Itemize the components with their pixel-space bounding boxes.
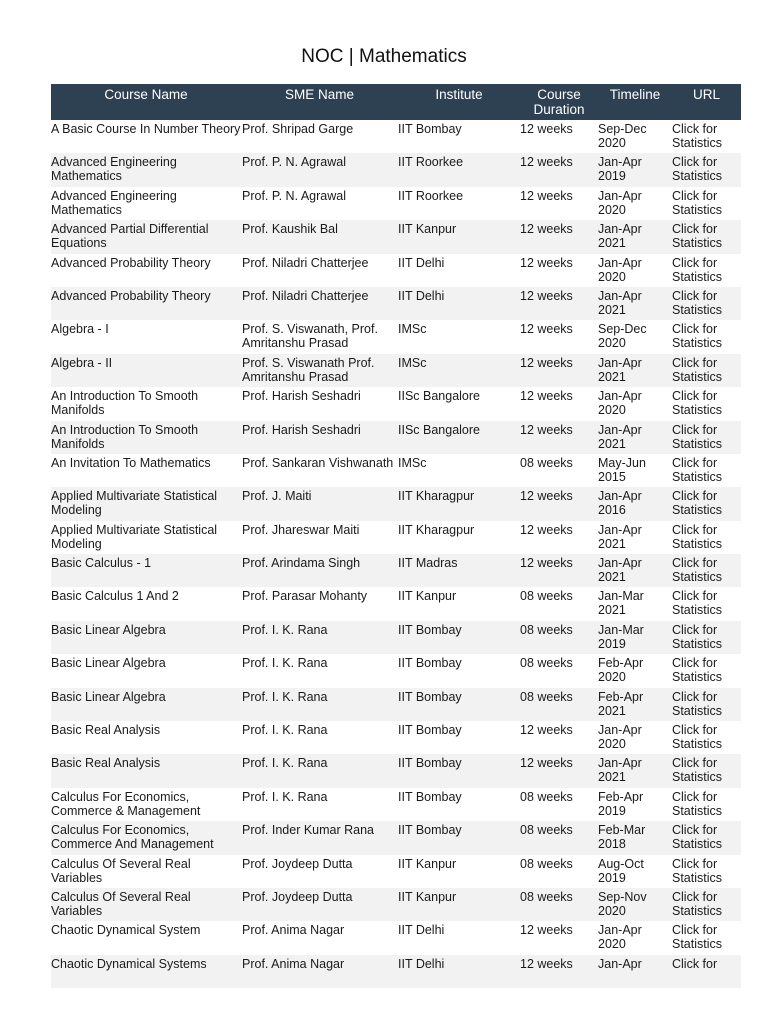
timeline-cell: Jan-Mar 2021 bbox=[598, 589, 644, 618]
duration-cell: 12 weeks bbox=[520, 923, 573, 938]
table-row bbox=[51, 153, 741, 186]
course-table bbox=[51, 84, 741, 988]
institute-cell: IIT Bombay bbox=[398, 689, 462, 704]
course-name-cell: Calculus Of Several Real Variables bbox=[51, 889, 191, 918]
sme-name-cell: Prof. J. Maiti bbox=[242, 489, 312, 504]
statistics-link[interactable] bbox=[672, 320, 741, 353]
duration-cell: 08 weeks bbox=[520, 622, 573, 637]
sme-name-cell: Prof. P. N. Agrawal bbox=[242, 188, 346, 203]
statistics-link-text[interactable]: Click for Statistics bbox=[672, 322, 723, 351]
institute-cell: IISc Bangalore bbox=[398, 389, 480, 404]
table-row bbox=[51, 654, 741, 687]
institute-cell: IIT Kanpur bbox=[398, 222, 457, 237]
timeline-cell: Jan-Apr 2016 bbox=[598, 489, 642, 518]
course-name-cell: Calculus Of Several Real Variables bbox=[51, 856, 191, 885]
institute-cell: IIT Roorkee bbox=[398, 188, 464, 203]
table-row bbox=[51, 354, 741, 387]
sme-name-cell: Prof. I. K. Rana bbox=[242, 622, 328, 637]
sme-name-cell: Prof. I. K. Rana bbox=[242, 723, 328, 738]
table-row bbox=[51, 387, 741, 420]
table-row bbox=[51, 788, 741, 821]
statistics-link[interactable] bbox=[672, 788, 741, 821]
sme-name-cell: Prof. Harish Seshadri bbox=[242, 422, 361, 437]
table-row bbox=[51, 955, 741, 988]
statistics-link-text[interactable]: Click for Statistics bbox=[672, 389, 723, 418]
timeline-cell: Jan-Apr 2020 bbox=[598, 188, 642, 217]
sme-name-cell: Prof. Arindama Singh bbox=[242, 556, 361, 571]
duration-cell: 12 weeks bbox=[520, 489, 573, 504]
duration-cell: 12 weeks bbox=[520, 188, 573, 203]
sme-name-cell: Prof. Niladri Chatterjee bbox=[242, 288, 369, 303]
column-header-institute: Institute bbox=[435, 87, 483, 102]
timeline-cell: Feb-Apr 2019 bbox=[598, 789, 644, 818]
duration-cell: 12 weeks bbox=[520, 756, 573, 771]
statistics-link[interactable] bbox=[672, 721, 741, 754]
institute-cell: IIT Bombay bbox=[398, 789, 462, 804]
course-name-cell: Basic Calculus - 1 bbox=[51, 556, 152, 571]
table-row bbox=[51, 821, 741, 854]
duration-cell: 08 weeks bbox=[520, 856, 573, 871]
duration-cell: 08 weeks bbox=[520, 656, 573, 671]
institute-cell: IIT Kharagpur bbox=[398, 489, 475, 504]
sme-name-cell: Prof. Joydeep Dutta bbox=[242, 856, 353, 871]
timeline-cell: Jan-Apr 2021 bbox=[598, 756, 642, 785]
duration-cell: 12 weeks bbox=[520, 155, 573, 170]
course-name-cell: Advanced Probability Theory bbox=[51, 255, 211, 270]
statistics-link[interactable] bbox=[672, 955, 741, 988]
course-name-cell: Basic Linear Algebra bbox=[51, 689, 166, 704]
course-name-cell: Basic Calculus 1 And 2 bbox=[51, 589, 179, 604]
statistics-link-text[interactable]: Click for Statistics bbox=[672, 823, 723, 852]
statistics-link[interactable] bbox=[672, 921, 741, 954]
table-row bbox=[51, 921, 741, 954]
institute-cell: IIT Delhi bbox=[398, 923, 445, 938]
statistics-link[interactable] bbox=[672, 688, 741, 721]
timeline-cell: Jan-Apr 2021 bbox=[598, 288, 642, 317]
institute-cell: IIT Bombay bbox=[398, 723, 462, 738]
duration-cell: 08 weeks bbox=[520, 589, 573, 604]
duration-cell: 08 weeks bbox=[520, 455, 573, 470]
sme-name-cell: Prof. I. K. Rana bbox=[242, 689, 328, 704]
table-row bbox=[51, 721, 741, 754]
duration-cell: 12 weeks bbox=[520, 122, 573, 136]
statistics-link[interactable] bbox=[672, 521, 741, 554]
statistics-link-text[interactable]: Click for bbox=[672, 956, 718, 971]
table-row bbox=[51, 421, 741, 454]
statistics-link[interactable] bbox=[672, 587, 741, 620]
table-row bbox=[51, 487, 741, 520]
institute-cell: IISc Bangalore bbox=[398, 422, 480, 437]
statistics-link-text[interactable]: Click for Statistics bbox=[672, 622, 723, 651]
course-name-cell: Applied Multivariate Statistical Modeling bbox=[51, 489, 218, 518]
statistics-link[interactable] bbox=[672, 153, 741, 186]
institute-cell: IMSc bbox=[398, 355, 427, 370]
sme-name-cell: Prof. Parasar Mohanty bbox=[242, 589, 368, 604]
sme-name-cell: Prof. Jhareswar Maiti bbox=[242, 522, 360, 537]
duration-cell: 12 weeks bbox=[520, 222, 573, 237]
institute-cell: IMSc bbox=[398, 455, 427, 470]
statistics-link-text[interactable]: Click for Statistics bbox=[672, 556, 723, 585]
timeline-cell: Feb-Apr 2021 bbox=[598, 689, 644, 718]
statistics-link-text[interactable]: Click for Statistics bbox=[672, 789, 723, 818]
column-header-course-duration: Course Duration bbox=[533, 87, 585, 117]
sme-name-cell: Prof. S. Viswanath, Prof. Amritanshu Prasad bbox=[242, 322, 378, 351]
column-header-sme-name: SME Name bbox=[284, 87, 355, 102]
course-name-cell: An Introduction To Smooth Manifolds bbox=[51, 422, 199, 451]
institute-cell: IIT Madras bbox=[398, 556, 458, 571]
table-row bbox=[51, 454, 741, 487]
course-name-cell: Algebra - II bbox=[51, 355, 113, 370]
timeline-cell: Jan-Apr 2020 bbox=[598, 389, 642, 418]
sme-name-cell: Prof. Niladri Chatterjee bbox=[242, 255, 369, 270]
statistics-link-text[interactable]: Click for Statistics bbox=[672, 522, 723, 551]
duration-cell: 12 weeks bbox=[520, 422, 573, 437]
duration-cell: 08 weeks bbox=[520, 823, 573, 838]
duration-cell: 12 weeks bbox=[520, 355, 573, 370]
statistics-link[interactable] bbox=[672, 654, 741, 687]
course-name-cell: Calculus For Economics, Commerce & Management bbox=[51, 789, 201, 818]
table-row bbox=[51, 754, 741, 787]
course-name-cell: Advanced Probability Theory bbox=[51, 288, 211, 303]
institute-cell: IMSc bbox=[398, 322, 427, 337]
duration-cell: 12 weeks bbox=[520, 522, 573, 537]
table-row bbox=[51, 688, 741, 721]
sme-name-cell: Prof. Joydeep Dutta bbox=[242, 889, 353, 904]
statistics-link[interactable] bbox=[672, 754, 741, 787]
course-name-cell: Advanced Engineering Mathematics bbox=[51, 155, 177, 184]
table-row bbox=[51, 120, 741, 153]
course-name-cell: Chaotic Dynamical Systems bbox=[51, 956, 207, 971]
page-title: NOC | Mathematics bbox=[301, 46, 467, 67]
course-name-cell: Advanced Partial Differential Equations bbox=[51, 222, 209, 251]
institute-cell: IIT Delhi bbox=[398, 255, 445, 270]
timeline-cell: Jan-Apr 2021 bbox=[598, 355, 642, 384]
course-name-cell: Chaotic Dynamical System bbox=[51, 923, 201, 938]
statistics-link[interactable] bbox=[672, 254, 741, 287]
table-row bbox=[51, 320, 741, 353]
institute-cell: IIT Kharagpur bbox=[398, 522, 475, 537]
sme-name-cell: Prof. Sankaran Vishwanath bbox=[242, 455, 394, 470]
duration-cell: 08 weeks bbox=[520, 889, 573, 904]
table-row bbox=[51, 554, 741, 587]
institute-cell: IIT Roorkee bbox=[398, 155, 464, 170]
institute-cell: IIT Bombay bbox=[398, 656, 462, 671]
statistics-link-text[interactable]: Click for Statistics bbox=[672, 689, 723, 718]
course-name-cell: Advanced Engineering Mathematics bbox=[51, 188, 177, 217]
statistics-link-text[interactable]: Click for Statistics bbox=[672, 188, 723, 217]
statistics-link-text[interactable]: Click for Statistics bbox=[672, 756, 723, 785]
sme-name-cell: Prof. Anima Nagar bbox=[242, 923, 345, 938]
timeline-cell: Jan-Apr 2021 bbox=[598, 222, 642, 251]
statistics-link-text[interactable]: Click for Statistics bbox=[672, 222, 723, 251]
table-row bbox=[51, 855, 741, 888]
statistics-link[interactable] bbox=[672, 454, 741, 487]
course-name-cell: Algebra - I bbox=[51, 322, 109, 337]
course-name-cell: Applied Multivariate Statistical Modeling bbox=[51, 522, 218, 551]
institute-cell: IIT Delhi bbox=[398, 956, 445, 971]
timeline-cell: Jan-Apr 2019 bbox=[598, 155, 642, 184]
timeline-cell: Feb-Apr 2020 bbox=[598, 656, 644, 685]
sme-name-cell: Prof. Inder Kumar Rana bbox=[242, 823, 375, 838]
statistics-link[interactable] bbox=[672, 821, 741, 854]
timeline-cell: May-Jun 2015 bbox=[598, 455, 646, 484]
statistics-link[interactable] bbox=[672, 387, 741, 420]
table-body bbox=[51, 120, 741, 988]
duration-cell: 12 weeks bbox=[520, 956, 573, 971]
statistics-link[interactable] bbox=[672, 855, 741, 888]
column-header-course-name: Course Name bbox=[104, 87, 188, 102]
sme-name-cell: Prof. S. Viswanath Prof. Amritanshu Prasad bbox=[242, 355, 375, 384]
institute-cell: IIT Kanpur bbox=[398, 856, 457, 871]
statistics-link[interactable] bbox=[672, 487, 741, 520]
table-row bbox=[51, 888, 741, 921]
duration-cell: 08 weeks bbox=[520, 689, 573, 704]
table-row bbox=[51, 254, 741, 287]
duration-cell: 12 weeks bbox=[520, 389, 573, 404]
duration-cell: 12 weeks bbox=[520, 556, 573, 571]
duration-cell: 08 weeks bbox=[520, 789, 573, 804]
institute-cell: IIT Bombay bbox=[398, 823, 462, 838]
statistics-link-text[interactable]: Click for Statistics bbox=[672, 489, 723, 518]
course-name-cell: A Basic Course In Number Theory bbox=[51, 122, 241, 136]
table-row bbox=[51, 187, 741, 220]
sme-name-cell: Prof. Harish Seshadri bbox=[242, 389, 361, 404]
sme-name-cell: Prof. Shripad Garge bbox=[242, 122, 354, 136]
sme-name-cell: Prof. I. K. Rana bbox=[242, 756, 328, 771]
table-row bbox=[51, 587, 741, 620]
timeline-cell: Jan-Mar 2019 bbox=[598, 622, 644, 651]
statistics-link-text[interactable]: Click for Statistics bbox=[672, 656, 723, 685]
statistics-link[interactable] bbox=[672, 187, 741, 220]
statistics-link-text[interactable]: Click for Statistics bbox=[672, 155, 723, 184]
duration-cell: 12 weeks bbox=[520, 723, 573, 738]
table-row bbox=[51, 521, 741, 554]
course-name-cell: An Introduction To Smooth Manifolds bbox=[51, 389, 199, 418]
course-name-cell: Calculus For Economics, Commerce And Management bbox=[51, 823, 214, 852]
statistics-link[interactable] bbox=[672, 888, 741, 921]
institute-cell: IIT Delhi bbox=[398, 288, 445, 303]
sme-name-cell: Prof. I. K. Rana bbox=[242, 789, 328, 804]
institute-cell: IIT Bombay bbox=[398, 122, 462, 136]
sme-name-cell: Prof. I. K. Rana bbox=[242, 656, 328, 671]
statistics-link[interactable] bbox=[672, 120, 741, 153]
timeline-cell: Jan-Apr 2020 bbox=[598, 255, 642, 284]
sme-name-cell: Prof. P. N. Agrawal bbox=[242, 155, 346, 170]
timeline-cell: Jan-Apr 2020 bbox=[598, 923, 642, 952]
statistics-link-text[interactable]: Click for Statistics bbox=[672, 589, 723, 618]
timeline-cell: Jan-Apr 2021 bbox=[598, 422, 642, 451]
table-row bbox=[51, 621, 741, 654]
duration-cell: 12 weeks bbox=[520, 322, 573, 337]
duration-cell: 12 weeks bbox=[520, 255, 573, 270]
column-header-timeline: Timeline bbox=[609, 87, 661, 102]
statistics-link[interactable] bbox=[672, 354, 741, 387]
statistics-link-text[interactable]: Click for Statistics bbox=[672, 723, 723, 752]
sme-name-cell: Prof. Anima Nagar bbox=[242, 956, 345, 971]
course-name-cell: Basic Linear Algebra bbox=[51, 622, 166, 637]
table-row bbox=[51, 287, 741, 320]
timeline-cell: Jan-Apr 2021 bbox=[598, 522, 642, 551]
statistics-link[interactable] bbox=[672, 621, 741, 654]
course-name-cell: An Invitation To Mathematics bbox=[51, 455, 211, 470]
institute-cell: IIT Kanpur bbox=[398, 589, 457, 604]
column-header-url: URL bbox=[692, 87, 720, 102]
course-name-cell: Basic Real Analysis bbox=[51, 756, 161, 771]
statistics-link-text[interactable]: Click for Statistics bbox=[672, 856, 723, 885]
timeline-cell: Feb-Mar 2018 bbox=[598, 823, 646, 852]
timeline-cell: Sep-Dec 2020 bbox=[598, 122, 647, 150]
statistics-link[interactable] bbox=[672, 220, 741, 253]
statistics-link-text[interactable]: Click for Statistics bbox=[672, 923, 723, 952]
timeline-cell: Sep-Nov 2020 bbox=[598, 889, 647, 918]
statistics-link-text[interactable]: Click for Statistics bbox=[672, 122, 723, 150]
course-name-cell: Basic Real Analysis bbox=[51, 723, 161, 738]
statistics-link[interactable] bbox=[672, 554, 741, 587]
table-row bbox=[51, 220, 741, 253]
course-name-cell: Basic Linear Algebra bbox=[51, 656, 166, 671]
statistics-link-text[interactable]: Click for Statistics bbox=[672, 422, 723, 451]
duration-cell: 12 weeks bbox=[520, 288, 573, 303]
table-header-row bbox=[51, 84, 741, 120]
statistics-link[interactable] bbox=[672, 421, 741, 454]
statistics-link-text[interactable]: Click for Statistics bbox=[672, 889, 723, 918]
timeline-cell: Sep-Dec 2020 bbox=[598, 322, 647, 351]
institute-cell: IIT Bombay bbox=[398, 622, 462, 637]
institute-cell: IIT Kanpur bbox=[398, 889, 457, 904]
statistics-link-text[interactable]: Click for Statistics bbox=[672, 355, 723, 384]
statistics-link[interactable] bbox=[672, 287, 741, 320]
statistics-link-text[interactable]: Click for Statistics bbox=[672, 255, 723, 284]
statistics-link-text[interactable]: Click for Statistics bbox=[672, 288, 723, 317]
statistics-link-text[interactable]: Click for Statistics bbox=[672, 455, 723, 484]
timeline-cell: Jan-Apr 2020 bbox=[598, 723, 642, 752]
institute-cell: IIT Bombay bbox=[398, 756, 462, 771]
sme-name-cell: Prof. Kaushik Bal bbox=[242, 222, 338, 237]
timeline-cell: Jan-Apr 2021 bbox=[598, 556, 642, 585]
timeline-cell: Aug-Oct 2019 bbox=[598, 856, 644, 885]
timeline-cell: Jan-Apr bbox=[598, 956, 642, 971]
